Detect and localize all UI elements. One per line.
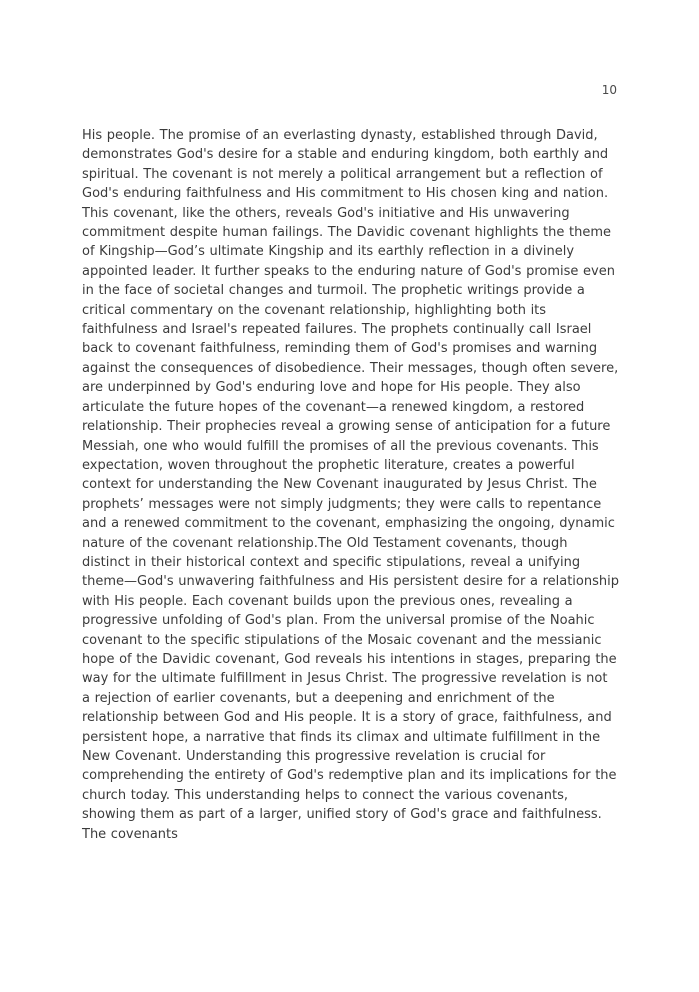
page-number: 10 bbox=[601, 83, 617, 97]
body-text: His people. The promise of an everlasting dynasty, established through David, demonstrates God's desire for a stable and enduring kingdom, both earthly and spiritual. The covenant is not merely a political arrangement but a reflection of God's enduring faithfulness and His commitment to His chosen king and nation. This covenant, like the others, reveals God's initiative and His unwavering commitment despite human failings. The Davidic covenant highlights the theme of Kingship—God’s ultimate Kingship and its earthly reflection in a divinely appointed leader. It further speaks to the enduring nature of God's promise even in the face of societal changes and turmoil. The prophetic writings provide a critical commentary on the covenant relationship, highlighting both its faithfulness and Israel's repeated failures. The prophets continually call Israel back to covenant faithfulness, reminding them of God's promises and warning against the consequences of disobedience. Their messages, though often severe, are underpinned by God's enduring love and hope for His people. They also articulate the future hopes of the covenant—a renewed kingdom, a restored relationship. Their prophecies reveal a growing sense of anticipation for a future Messiah, one who would fulfill the promises of all the previous covenants. This expectation, woven throughout the prophetic literature, creates a powerful context for understanding the New Covenant inaugurated by Jesus Christ. The prophets’ messages were not simply judgments; they were calls to repentance and a renewed commitment to the covenant, emphasizing the ongoing, dynamic nature of the covenant relationship.The Old Testament covenants, though distinct in their historical context and specific stipulations, reveal a unifying theme—God's unwavering faithfulness and His persistent desire for a relationship with His people. Each covenant builds upon the previous ones, revealing a progressive unfolding of God's plan. From the universal promise of the Noahic covenant to the specific stipulations of the Mosaic covenant and the messianic hope of the Davidic covenant, God reveals his intentions in stages, preparing the way for the ultimate fulfillment in Jesus Christ. The progressive revelation is not a rejection of earlier covenants, but a deepening and enrichment of the relationship between God and His people. It is a story of grace, faithfulness, and persistent hope, a narrative that finds its climax and ultimate fulfillment in the New Covenant. Understanding this progressive revelation is crucial for comprehending the entirety of God's redemptive plan and its implications for the church today. This understanding helps to connect the various covenants, showing them as part of a larger, unified story of God's grace and faithfulness. The covenants bbox=[82, 128, 619, 842]
